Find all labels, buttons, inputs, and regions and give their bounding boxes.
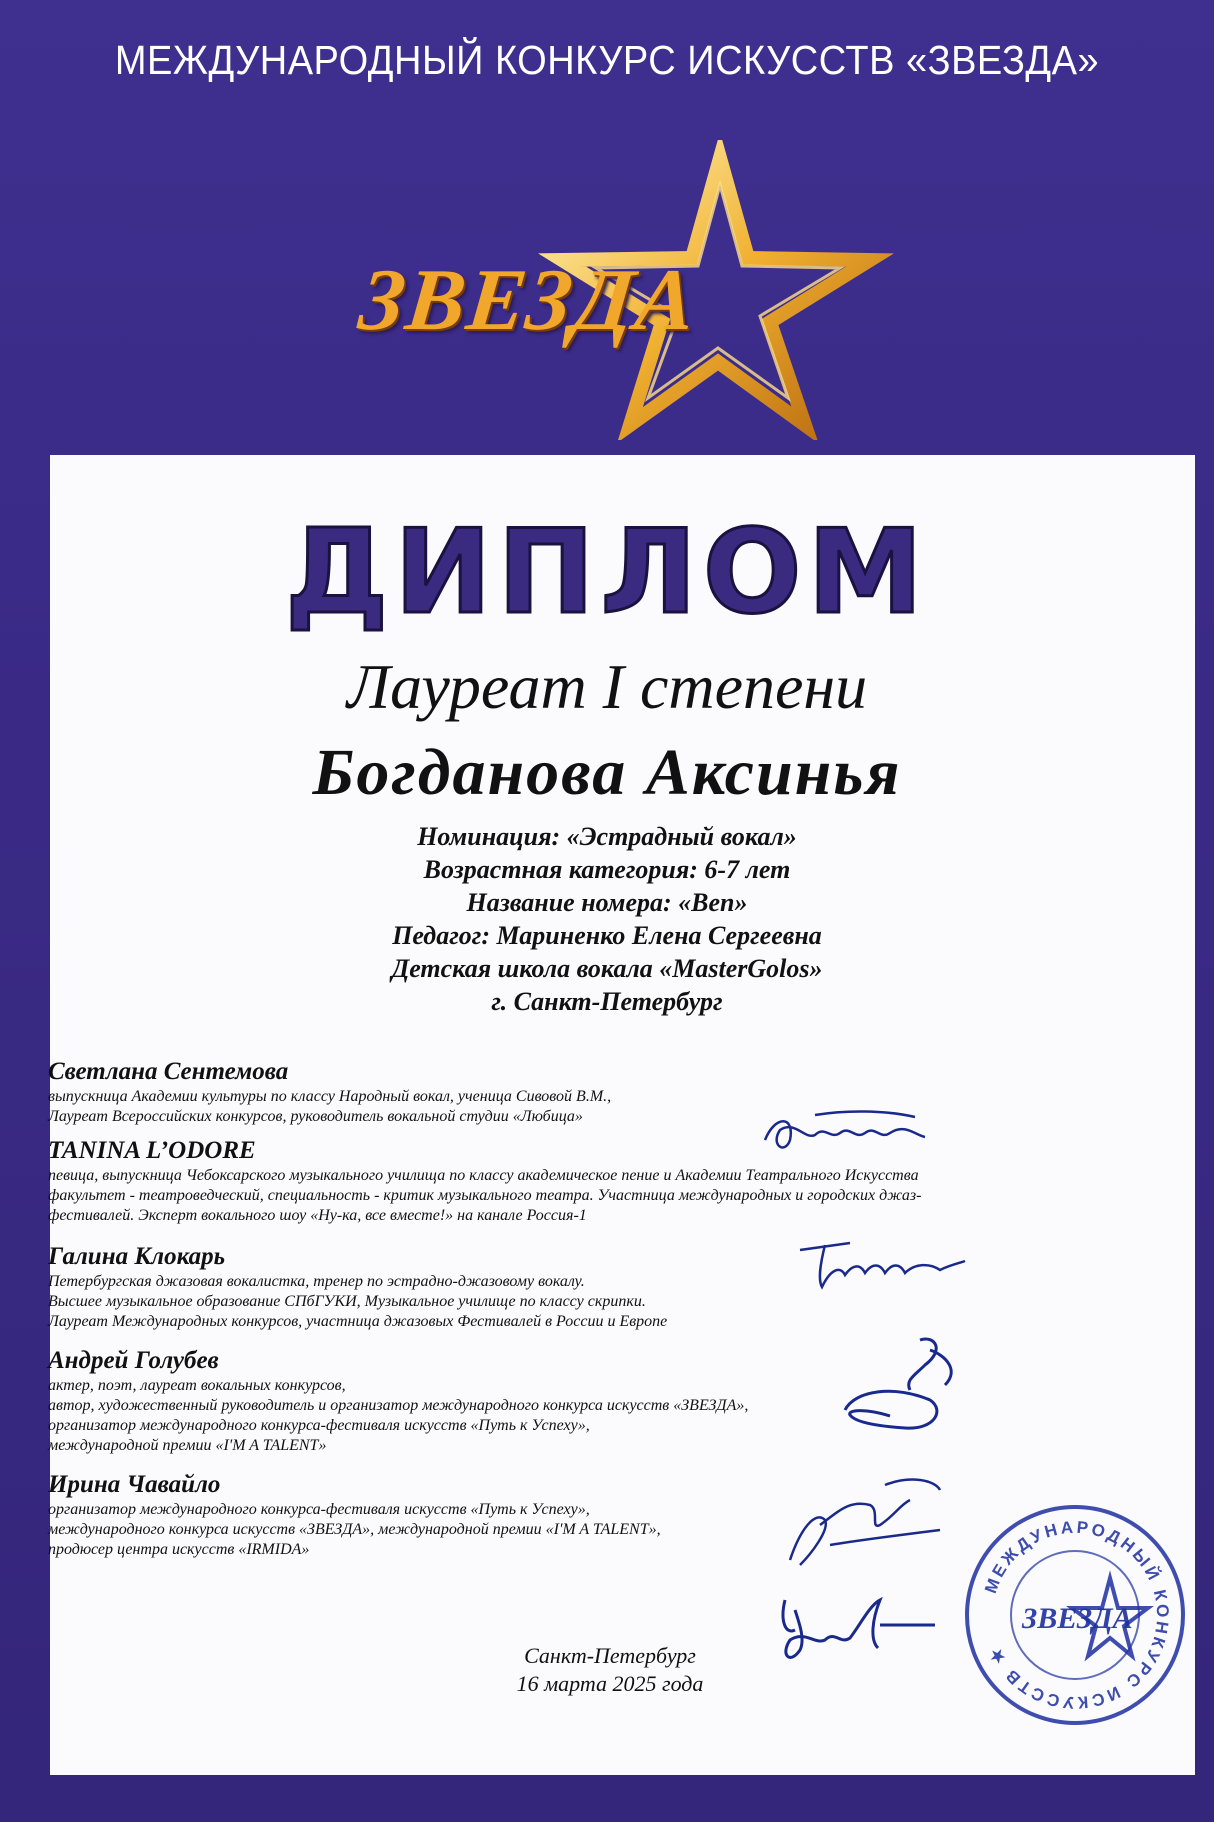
jury-name: TANINA L’ODORE — [48, 1137, 256, 1164]
logo-text: ЗВЕЗДА — [354, 252, 702, 349]
laureate-degree: Лауреат I степени — [346, 651, 868, 722]
award-details — [0, 820, 1214, 1018]
signature-golubev — [770, 1470, 950, 1580]
svg-text:МЕЖДУНАРОДНЫЙ КОНКУРС ИСКУССТВ: МЕЖДУНАРОДНЫЙ КОНКУРС ИСКУССТВ ★ — [981, 1517, 1173, 1713]
jury-member — [48, 1057, 1168, 1127]
signature-klokar — [835, 1330, 975, 1440]
jury-desc-line: актер, поэт, лауреат вокальных конкурсов, — [48, 1377, 346, 1394]
jury-member — [48, 1242, 1168, 1332]
detail-city: г. Санкт-Петербург — [491, 987, 723, 1016]
zvezda-logo — [300, 140, 920, 440]
place: Санкт-Петербург — [524, 1643, 696, 1668]
signature-sentemova — [755, 1095, 935, 1165]
jury-desc-line: факультет - театроведческий, специальность - критик музыкального театра. Участница международных и городских джаз- — [48, 1187, 922, 1204]
jury-desc-line: организатор международного конкурса-фестиваля искусств «Путь к Успеху», — [48, 1501, 590, 1518]
jury-desc-line: автор, художественный руководитель и организатор международного конкурса искусств «ЗВЕЗДА», — [48, 1397, 749, 1414]
date: 16 марта 2025 года — [516, 1671, 704, 1696]
jury-member — [48, 1136, 1168, 1226]
detail-performance-title: Название номера: «Ben» — [466, 888, 748, 917]
signature-tanina — [790, 1225, 970, 1295]
jury-desc-line: фестивалей. Эксперт вокального шоу «Ну-ка, все вместе!» на канале Россия-1 — [48, 1207, 587, 1224]
jury-member — [48, 1346, 1168, 1456]
jury-desc-line: выпускница Академии культуры по классу Народный вокал, ученица Сивовой В.М., — [48, 1088, 612, 1105]
detail-age-category: Возрастная категория: 6-7 лет — [423, 855, 791, 884]
winner-name: Богданова Аксинья — [312, 736, 902, 809]
competition-stamp — [960, 1500, 1190, 1730]
jury-desc-line: международной премии «I'M A TALENT» — [48, 1437, 327, 1454]
jury-name: Ирина Чавайло — [48, 1471, 221, 1498]
jury-desc-line: Лауреат Всероссийских конкурсов, руководитель вокальной студии «Любица» — [48, 1108, 583, 1125]
detail-school: Детская школа вокала «MasterGolos» — [391, 954, 823, 983]
diploma-title: ДИПЛОМ — [285, 505, 929, 640]
jury-list — [48, 1057, 1168, 1569]
jury-desc-line: продюсер центра искусств «IRMIDA» — [48, 1541, 310, 1558]
jury-desc-line: Петербургская джазовая вокалистка, тренер по эстрадно-джазовому вокалу. — [48, 1273, 585, 1290]
jury-desc-line: международного конкурса искусств «ЗВЕЗДА», международной премии «I'M A TALENT», — [48, 1521, 661, 1538]
svg-text:ЗВЕЗДА: ЗВЕЗДА — [1022, 1602, 1133, 1635]
jury-desc-line: Лауреат Международных конкурсов, участница джазовых Фестивалей в России и Европе — [48, 1313, 668, 1330]
jury-desc-line: организатор международного конкурса-фестиваля искусств «Путь к Успеху», — [48, 1417, 590, 1434]
jury-name: Галина Клокарь — [48, 1243, 226, 1270]
jury-desc-line: Высшее музыкальное образование СПбГУКИ, Музыкальное училище по классу скрипки. — [48, 1293, 646, 1310]
jury-desc-line: певица, выпускница Чебоксарского музыкального училища по классу академическое пение и Академии Театрального Искусства — [48, 1167, 919, 1184]
place-and-date — [460, 1642, 760, 1698]
jury-name: Светлана Сентемова — [48, 1058, 289, 1085]
competition-title: МЕЖДУНАРОДНЫЙ КОНКУРС ИСКУССТВ «ЗВЕЗДА» — [114, 38, 1100, 84]
detail-teacher: Педагог: Мариненко Елена Сергеевна — [392, 921, 822, 950]
signature-chavaylo — [760, 1570, 940, 1680]
jury-name: Андрей Голубев — [48, 1347, 219, 1374]
detail-nomination: Номинация: «Эстрадный вокал» — [417, 822, 797, 851]
